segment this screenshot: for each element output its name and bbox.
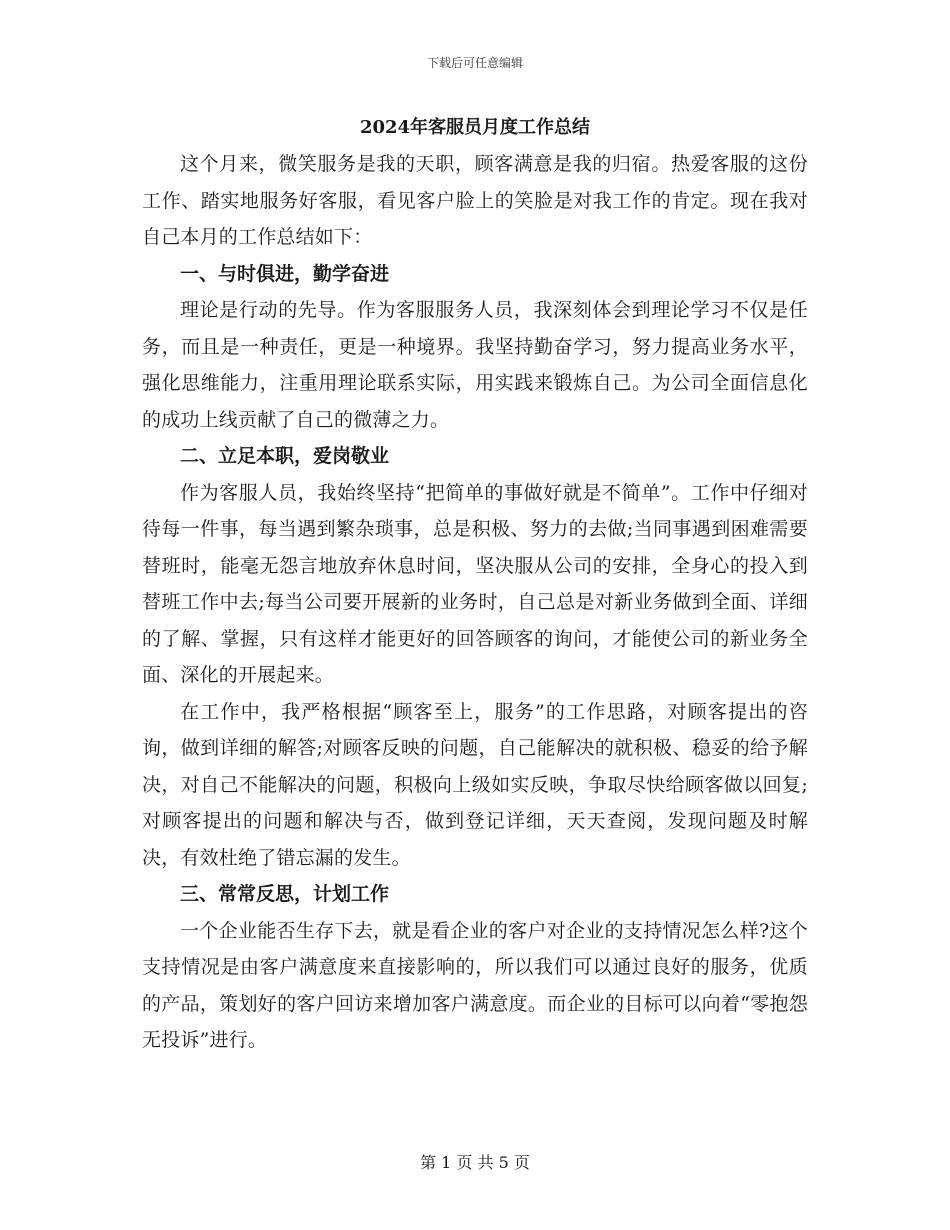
section-heading-1: 一、与时俱进，勤学奋进 xyxy=(180,262,390,285)
paragraph-section-3: 一个企业能否生存下去，就是看企业的客户对企业的支持情况怎么样?这个支持情况是由客户满意度来直接影响的，所以我们可以通过良好的服务，优质的产品，策划好的客户回访来增加客户满意度。而企业的目标可以向着“零抱怨无投诉”进行。 xyxy=(142,919,808,1051)
page-number: 第 1 页 共 5 页 xyxy=(420,1153,530,1172)
paragraph-section-1: 理论是行动的先导。作为客服服务人员，我深刻体会到理论学习不仅是任务，而且是一种责任，更是一种境界。我坚持勤奋学习，努力提高业务水平，强化思维能力，注重用理论联系实际，用实践来锻炼自己。为公司全面信息化的成功上线贡献了自己的微薄之力。 xyxy=(142,299,808,431)
section-heading-3: 三、常常反思，计划工作 xyxy=(180,883,390,905)
document-body xyxy=(142,112,808,1059)
document-title: 2024年客服员月度工作总结 xyxy=(359,117,591,138)
paragraph-section-2b: 在工作中，我严格根据“顾客至上，服务”的工作思路，对顾客提出的咨询，做到详细的解答;对顾客反映的问题，自己能解决的就积极、稳妥的给予解决，对自己不能解决的问题，积极向上级如实反映，争取尽快给顾客做以回复;对顾客提出的问题和解决与否，做到登记详细，天天查阅，发现问题及时解决，有效杜绝了错忘漏的发生。 xyxy=(142,700,808,869)
paragraph-section-2a: 作为客服人员，我始终坚持“把简单的事做好就是不简单”。工作中仔细对待每一件事，每当遇到繁杂琐事，总是积极、努力的去做;当同事遇到困难需要替班时，能毫无怨言地放弃休息时间，坚决服从公司的安排，全身心的投入到替班工作中去;每当公司要开展新的业务时，自己总是对新业务做到全面、详细的了解、掌握，只有这样才能更好的回答顾客的询问，才能使公司的新业务全面、深化的开展起来。 xyxy=(142,481,808,686)
paragraph-intro: 这个月来，微笑服务是我的天职，顾客满意是我的归宿。热爱客服的这份工作、踏实地服务好客服，看见客户脸上的笑脸是对我工作的肯定。现在我对自己本月的工作总结如下： xyxy=(142,153,808,248)
section-heading-2: 二、立足本职，爱岗敬业 xyxy=(180,445,390,467)
download-note: 下载后可任意编辑 xyxy=(426,56,523,70)
